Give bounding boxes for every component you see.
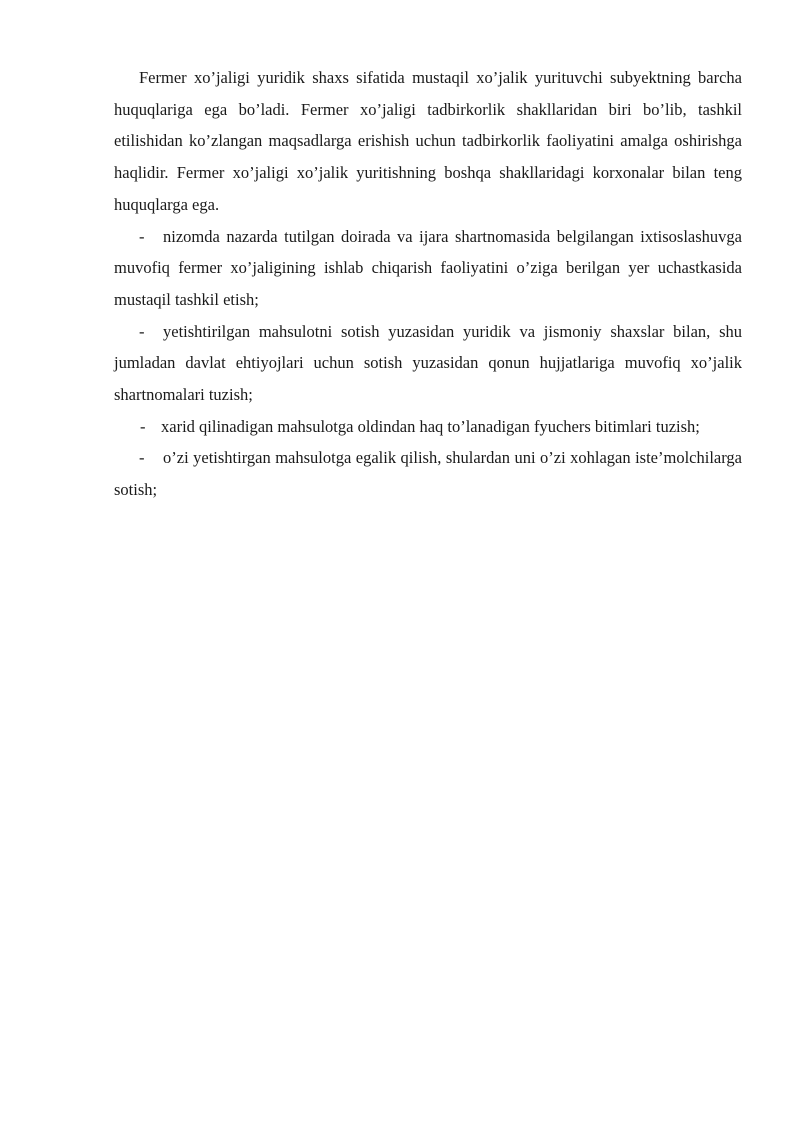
list-item-text: o’zi yetishtirgan mahsulotga egalik qilish, shulardan uni o’zi xohlagan iste’molchilarga sotish;	[114, 448, 742, 500]
list-item-text: xarid qilinadigan mahsulotga oldindan haq to’lanadigan fyuchers bitimlari tuzish;	[161, 416, 700, 436]
list-bullet: -	[139, 448, 145, 468]
list-bullet: -	[140, 416, 146, 436]
list-bullet: -	[139, 226, 145, 246]
list-item-text: nizomda nazarda tutilgan doirada va ijara shartnomasida belgilangan ixtisoslashuvga muvofiq fermer xo’jaligining ishlab chiqarish faoliyatini o’ziga berilgan yer uchastkasida mustaqil tashkil etish;	[114, 226, 742, 309]
list-item	[114, 411, 759, 443]
list-item	[114, 316, 742, 411]
list-item	[114, 221, 742, 316]
document-body	[114, 62, 742, 506]
intro-paragraph: Fermer xo’jaligi yuridik shaxs sifatida mustaqil xo’jalik yurituvchi subyektning barcha huquqlariga ega bo’ladi. Fermer xo’jaligi tadbirkorlik shakllaridan biri bo’lib, tashkil etilishidan ko’zlangan maqsadlarga erishish uchun tadbirkorlik faoliyatini amalga oshirishga haqlidir. Fermer xo’jaligi xo’jalik yuritishning boshqa shakllaridagi korxonalar bilan teng huquqlarga ega.	[114, 68, 742, 214]
list-item-text: yetishtirilgan mahsulotni sotish yuzasidan yuridik va jismoniy shaxslar bilan, shu jumladan davlat ehtiyojlari uchun sotish yuzasidan qonun hujjatlariga muvofiq xo’jalik shartnomalari tuzish;	[114, 321, 742, 405]
list-bullet: -	[139, 321, 145, 341]
list-item	[114, 442, 742, 505]
